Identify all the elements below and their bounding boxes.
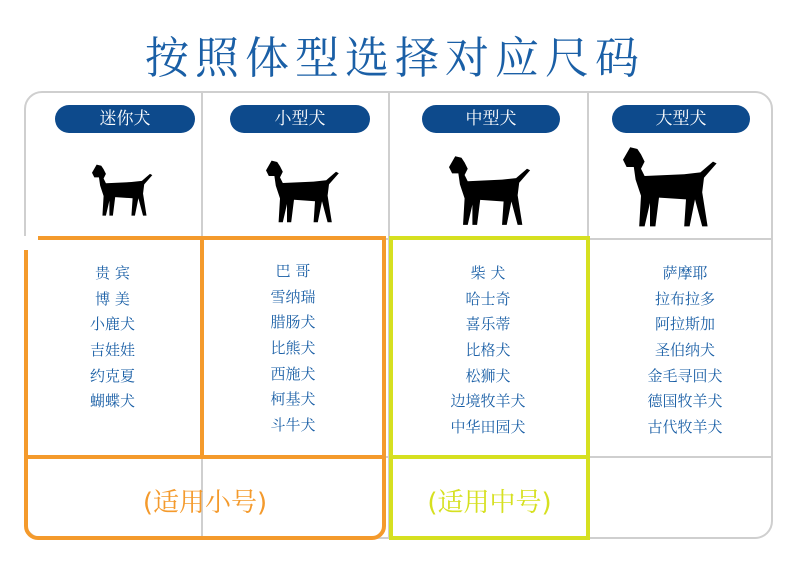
list-item: 边境牧羊犬 xyxy=(450,392,526,411)
list-item: 腊肠犬 xyxy=(270,313,316,332)
list-item: 德国牧羊犬 xyxy=(647,392,723,411)
list-item: 比格犬 xyxy=(465,341,511,360)
orange-corner xyxy=(24,236,38,250)
list-item: 约克夏 xyxy=(89,366,135,385)
list-item: 阿拉斯加 xyxy=(654,315,715,334)
list-item: 吉娃娃 xyxy=(89,341,135,360)
orange-divider xyxy=(24,455,386,459)
green-divider xyxy=(389,455,590,459)
orange-divider xyxy=(200,236,204,458)
list-item: 比熊犬 xyxy=(270,339,316,358)
page-title: 按照体型选择对应尺码 xyxy=(145,33,645,84)
list-item: 巴 哥 xyxy=(275,262,311,280)
list-item: 博 美 xyxy=(95,289,130,308)
dog-silhouette-icon xyxy=(440,150,536,228)
list-item: 柴 犬 xyxy=(470,264,506,282)
fit-small-label: (适用小号) xyxy=(142,488,268,518)
category-pill-medium: 中型犬 xyxy=(422,105,560,133)
list-item: 哈士奇 xyxy=(465,289,511,308)
dog-silhouette-icon xyxy=(86,160,156,218)
list-item: 金毛寻回犬 xyxy=(647,366,723,385)
list-item: 西施犬 xyxy=(270,364,316,383)
list-item: 雪纳瑞 xyxy=(270,287,316,306)
list-item: 拉布拉多 xyxy=(654,289,715,308)
fit-medium-label: (适用中号) xyxy=(427,488,552,518)
list-item: 斗牛犬 xyxy=(270,416,316,435)
dog-silhouette-icon xyxy=(258,155,344,225)
list-item: 喜乐蒂 xyxy=(465,315,511,334)
category-pill-large: 大型犬 xyxy=(612,105,750,133)
list-item: 蝴蝶犬 xyxy=(89,392,135,411)
category-pill-small: 小型犬 xyxy=(230,105,370,133)
list-item: 贵 宾 xyxy=(95,264,130,282)
category-pill-mini: 迷你犬 xyxy=(55,105,195,133)
list-item: 萨摩耶 xyxy=(662,264,708,282)
dog-silhouette-icon xyxy=(610,140,726,230)
breed-list-large xyxy=(600,261,770,441)
list-item: 柯基犬 xyxy=(270,390,316,409)
list-item: 中华田园犬 xyxy=(450,418,526,437)
list-item: 圣伯纳犬 xyxy=(654,341,715,360)
list-item: 小鹿犬 xyxy=(89,315,135,334)
list-item: 松狮犬 xyxy=(465,366,511,385)
list-item: 古代牧羊犬 xyxy=(647,418,723,437)
